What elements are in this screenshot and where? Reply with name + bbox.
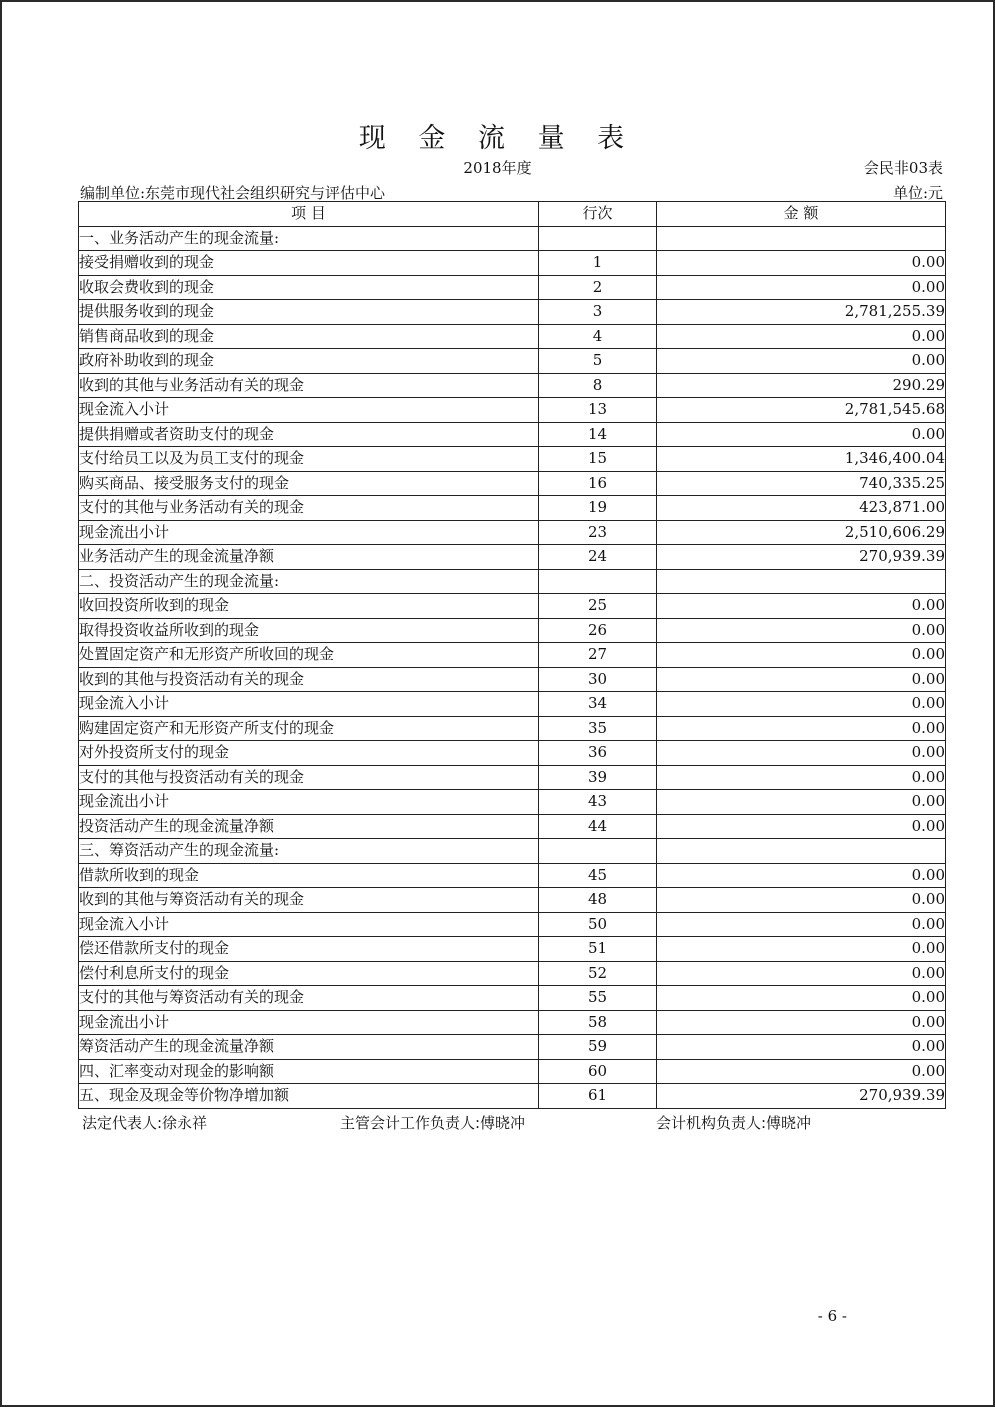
row-line-number: 44	[539, 814, 657, 839]
column-header-item: 项 目	[79, 202, 539, 227]
row-line-number: 4	[539, 324, 657, 349]
table-row	[79, 618, 946, 643]
row-line-number: 24	[539, 545, 657, 570]
row-amount: 0.00	[657, 349, 946, 374]
row-line-number: 59	[539, 1035, 657, 1060]
row-amount: 0.00	[657, 667, 946, 692]
row-line-number: 5	[539, 349, 657, 374]
row-line-number: 45	[539, 863, 657, 888]
row-amount: 0.00	[657, 937, 946, 962]
table-row	[79, 545, 946, 570]
row-amount: 2,781,545.68	[657, 398, 946, 423]
table-row	[79, 496, 946, 521]
row-amount: 0.00	[657, 1059, 946, 1084]
row-item-label: 现金流出小计	[79, 790, 539, 815]
row-line-number: 2	[539, 275, 657, 300]
row-amount: 270,939.39	[657, 545, 946, 570]
column-header-line: 行次	[539, 202, 657, 227]
row-line-number: 35	[539, 716, 657, 741]
row-item-label: 政府补助收到的现金	[79, 349, 539, 374]
table-row	[79, 251, 946, 276]
table-row	[79, 594, 946, 619]
row-amount: 0.00	[657, 692, 946, 717]
table-row	[79, 863, 946, 888]
row-item-label: 四、汇率变动对现金的影响额	[79, 1059, 539, 1084]
row-amount: 1,346,400.04	[657, 447, 946, 472]
row-line-number	[539, 226, 657, 251]
table-row	[79, 765, 946, 790]
row-item-label: 购买商品、接受服务支付的现金	[79, 471, 539, 496]
row-item-label: 支付的其他与业务活动有关的现金	[79, 496, 539, 521]
row-amount: 0.00	[657, 422, 946, 447]
column-header-amount: 金 额	[657, 202, 946, 227]
row-item-label: 收到的其他与投资活动有关的现金	[79, 667, 539, 692]
page-number: - 6 -	[817, 1307, 847, 1325]
row-amount: 0.00	[657, 814, 946, 839]
table-row	[79, 888, 946, 913]
row-line-number: 1	[539, 251, 657, 276]
row-amount: 423,871.00	[657, 496, 946, 521]
row-amount: 0.00	[657, 912, 946, 937]
table-row	[79, 692, 946, 717]
table-row	[79, 300, 946, 325]
row-item-label: 处置固定资产和无形资产所收回的现金	[79, 643, 539, 668]
row-line-number: 39	[539, 765, 657, 790]
row-line-number: 36	[539, 741, 657, 766]
row-item-label: 现金流出小计	[79, 1010, 539, 1035]
row-item-label: 对外投资所支付的现金	[79, 741, 539, 766]
row-line-number: 14	[539, 422, 657, 447]
row-amount: 2,510,606.29	[657, 520, 946, 545]
row-amount	[657, 839, 946, 864]
accounting-department-head: 会计机构负责人:傅晓冲	[656, 1114, 812, 1132]
row-amount: 0.00	[657, 741, 946, 766]
row-line-number: 48	[539, 888, 657, 913]
table-row	[79, 839, 946, 864]
row-line-number: 55	[539, 986, 657, 1011]
row-item-label: 提供捐赠或者资助支付的现金	[79, 422, 539, 447]
table-row	[79, 961, 946, 986]
row-amount: 0.00	[657, 251, 946, 276]
table-row	[79, 1010, 946, 1035]
table-row	[79, 1059, 946, 1084]
row-amount: 2,781,255.39	[657, 300, 946, 325]
row-item-label: 收取会费收到的现金	[79, 275, 539, 300]
row-line-number: 61	[539, 1084, 657, 1109]
row-line-number: 23	[539, 520, 657, 545]
row-item-label: 提供服务收到的现金	[79, 300, 539, 325]
report-year: 2018年度	[463, 159, 532, 177]
table-row	[79, 422, 946, 447]
row-line-number: 58	[539, 1010, 657, 1035]
row-amount: 0.00	[657, 888, 946, 913]
row-line-number: 43	[539, 790, 657, 815]
row-item-label: 筹资活动产生的现金流量净额	[79, 1035, 539, 1060]
row-amount: 0.00	[657, 961, 946, 986]
row-amount: 270,939.39	[657, 1084, 946, 1109]
row-item-label: 收回投资所收到的现金	[79, 594, 539, 619]
row-item-label: 现金流出小计	[79, 520, 539, 545]
row-item-label: 一、业务活动产生的现金流量:	[79, 226, 539, 251]
table-row	[79, 643, 946, 668]
table-row	[79, 373, 946, 398]
table-row	[79, 569, 946, 594]
legal-representative: 法定代表人:徐永祥	[82, 1114, 208, 1132]
table-row	[79, 937, 946, 962]
row-item-label: 支付的其他与投资活动有关的现金	[79, 765, 539, 790]
table-row	[79, 398, 946, 423]
row-item-label: 偿还借款所支付的现金	[79, 937, 539, 962]
row-item-label: 购建固定资产和无形资产所支付的现金	[79, 716, 539, 741]
table-row	[79, 716, 946, 741]
row-item-label: 销售商品收到的现金	[79, 324, 539, 349]
row-line-number: 27	[539, 643, 657, 668]
row-item-label: 收到的其他与业务活动有关的现金	[79, 373, 539, 398]
row-amount: 740,335.25	[657, 471, 946, 496]
row-item-label: 偿付利息所支付的现金	[79, 961, 539, 986]
row-item-label: 支付给员工以及为员工支付的现金	[79, 447, 539, 472]
table-row	[79, 1035, 946, 1060]
row-line-number: 19	[539, 496, 657, 521]
page-title: 现 金 流 量 表	[358, 123, 637, 154]
table-row	[79, 814, 946, 839]
row-item-label: 投资活动产生的现金流量净额	[79, 814, 539, 839]
cash-flow-table	[78, 201, 946, 1109]
row-amount	[657, 569, 946, 594]
table-row	[79, 520, 946, 545]
row-line-number: 30	[539, 667, 657, 692]
row-line-number: 52	[539, 961, 657, 986]
table-row	[79, 1084, 946, 1109]
table-row	[79, 471, 946, 496]
table-row	[79, 667, 946, 692]
row-line-number	[539, 569, 657, 594]
table-row	[79, 324, 946, 349]
row-amount: 0.00	[657, 618, 946, 643]
row-item-label: 五、现金及现金等价物净增加额	[79, 1084, 539, 1109]
preparing-organization: 编制单位:东莞市现代社会组织研究与评估中心	[80, 184, 386, 202]
row-line-number: 15	[539, 447, 657, 472]
row-item-label: 业务活动产生的现金流量净额	[79, 545, 539, 570]
row-item-label: 现金流入小计	[79, 912, 539, 937]
table-row	[79, 912, 946, 937]
row-line-number: 8	[539, 373, 657, 398]
form-code: 会民非03表	[863, 159, 943, 177]
row-amount: 0.00	[657, 716, 946, 741]
row-item-label: 借款所收到的现金	[79, 863, 539, 888]
row-item-label: 支付的其他与筹资活动有关的现金	[79, 986, 539, 1011]
table-header-row	[79, 202, 946, 227]
row-item-label: 现金流入小计	[79, 398, 539, 423]
row-amount: 0.00	[657, 765, 946, 790]
row-amount: 0.00	[657, 643, 946, 668]
row-amount: 0.00	[657, 986, 946, 1011]
row-line-number: 13	[539, 398, 657, 423]
row-line-number: 60	[539, 1059, 657, 1084]
row-line-number: 50	[539, 912, 657, 937]
table-row	[79, 349, 946, 374]
row-line-number: 51	[539, 937, 657, 962]
currency-unit: 单位:元	[892, 184, 943, 202]
row-item-label: 接受捐赠收到的现金	[79, 251, 539, 276]
row-amount: 0.00	[657, 790, 946, 815]
row-line-number: 25	[539, 594, 657, 619]
table-row	[79, 986, 946, 1011]
accounting-supervisor: 主管会计工作负责人:傅晓冲	[340, 1114, 526, 1132]
row-line-number	[539, 839, 657, 864]
row-amount: 290.29	[657, 373, 946, 398]
row-item-label: 二、投资活动产生的现金流量:	[79, 569, 539, 594]
row-item-label: 取得投资收益所收到的现金	[79, 618, 539, 643]
row-item-label: 三、筹资活动产生的现金流量:	[79, 839, 539, 864]
row-line-number: 16	[539, 471, 657, 496]
row-amount: 0.00	[657, 863, 946, 888]
table-row	[79, 226, 946, 251]
row-amount: 0.00	[657, 1035, 946, 1060]
table-row	[79, 790, 946, 815]
row-amount	[657, 226, 946, 251]
row-amount: 0.00	[657, 1010, 946, 1035]
table-row	[79, 447, 946, 472]
row-line-number: 34	[539, 692, 657, 717]
row-amount: 0.00	[657, 594, 946, 619]
row-item-label: 收到的其他与筹资活动有关的现金	[79, 888, 539, 913]
row-line-number: 26	[539, 618, 657, 643]
row-amount: 0.00	[657, 324, 946, 349]
table-row	[79, 275, 946, 300]
table-row	[79, 741, 946, 766]
row-amount: 0.00	[657, 275, 946, 300]
row-item-label: 现金流入小计	[79, 692, 539, 717]
table-body	[79, 226, 946, 1108]
row-line-number: 3	[539, 300, 657, 325]
